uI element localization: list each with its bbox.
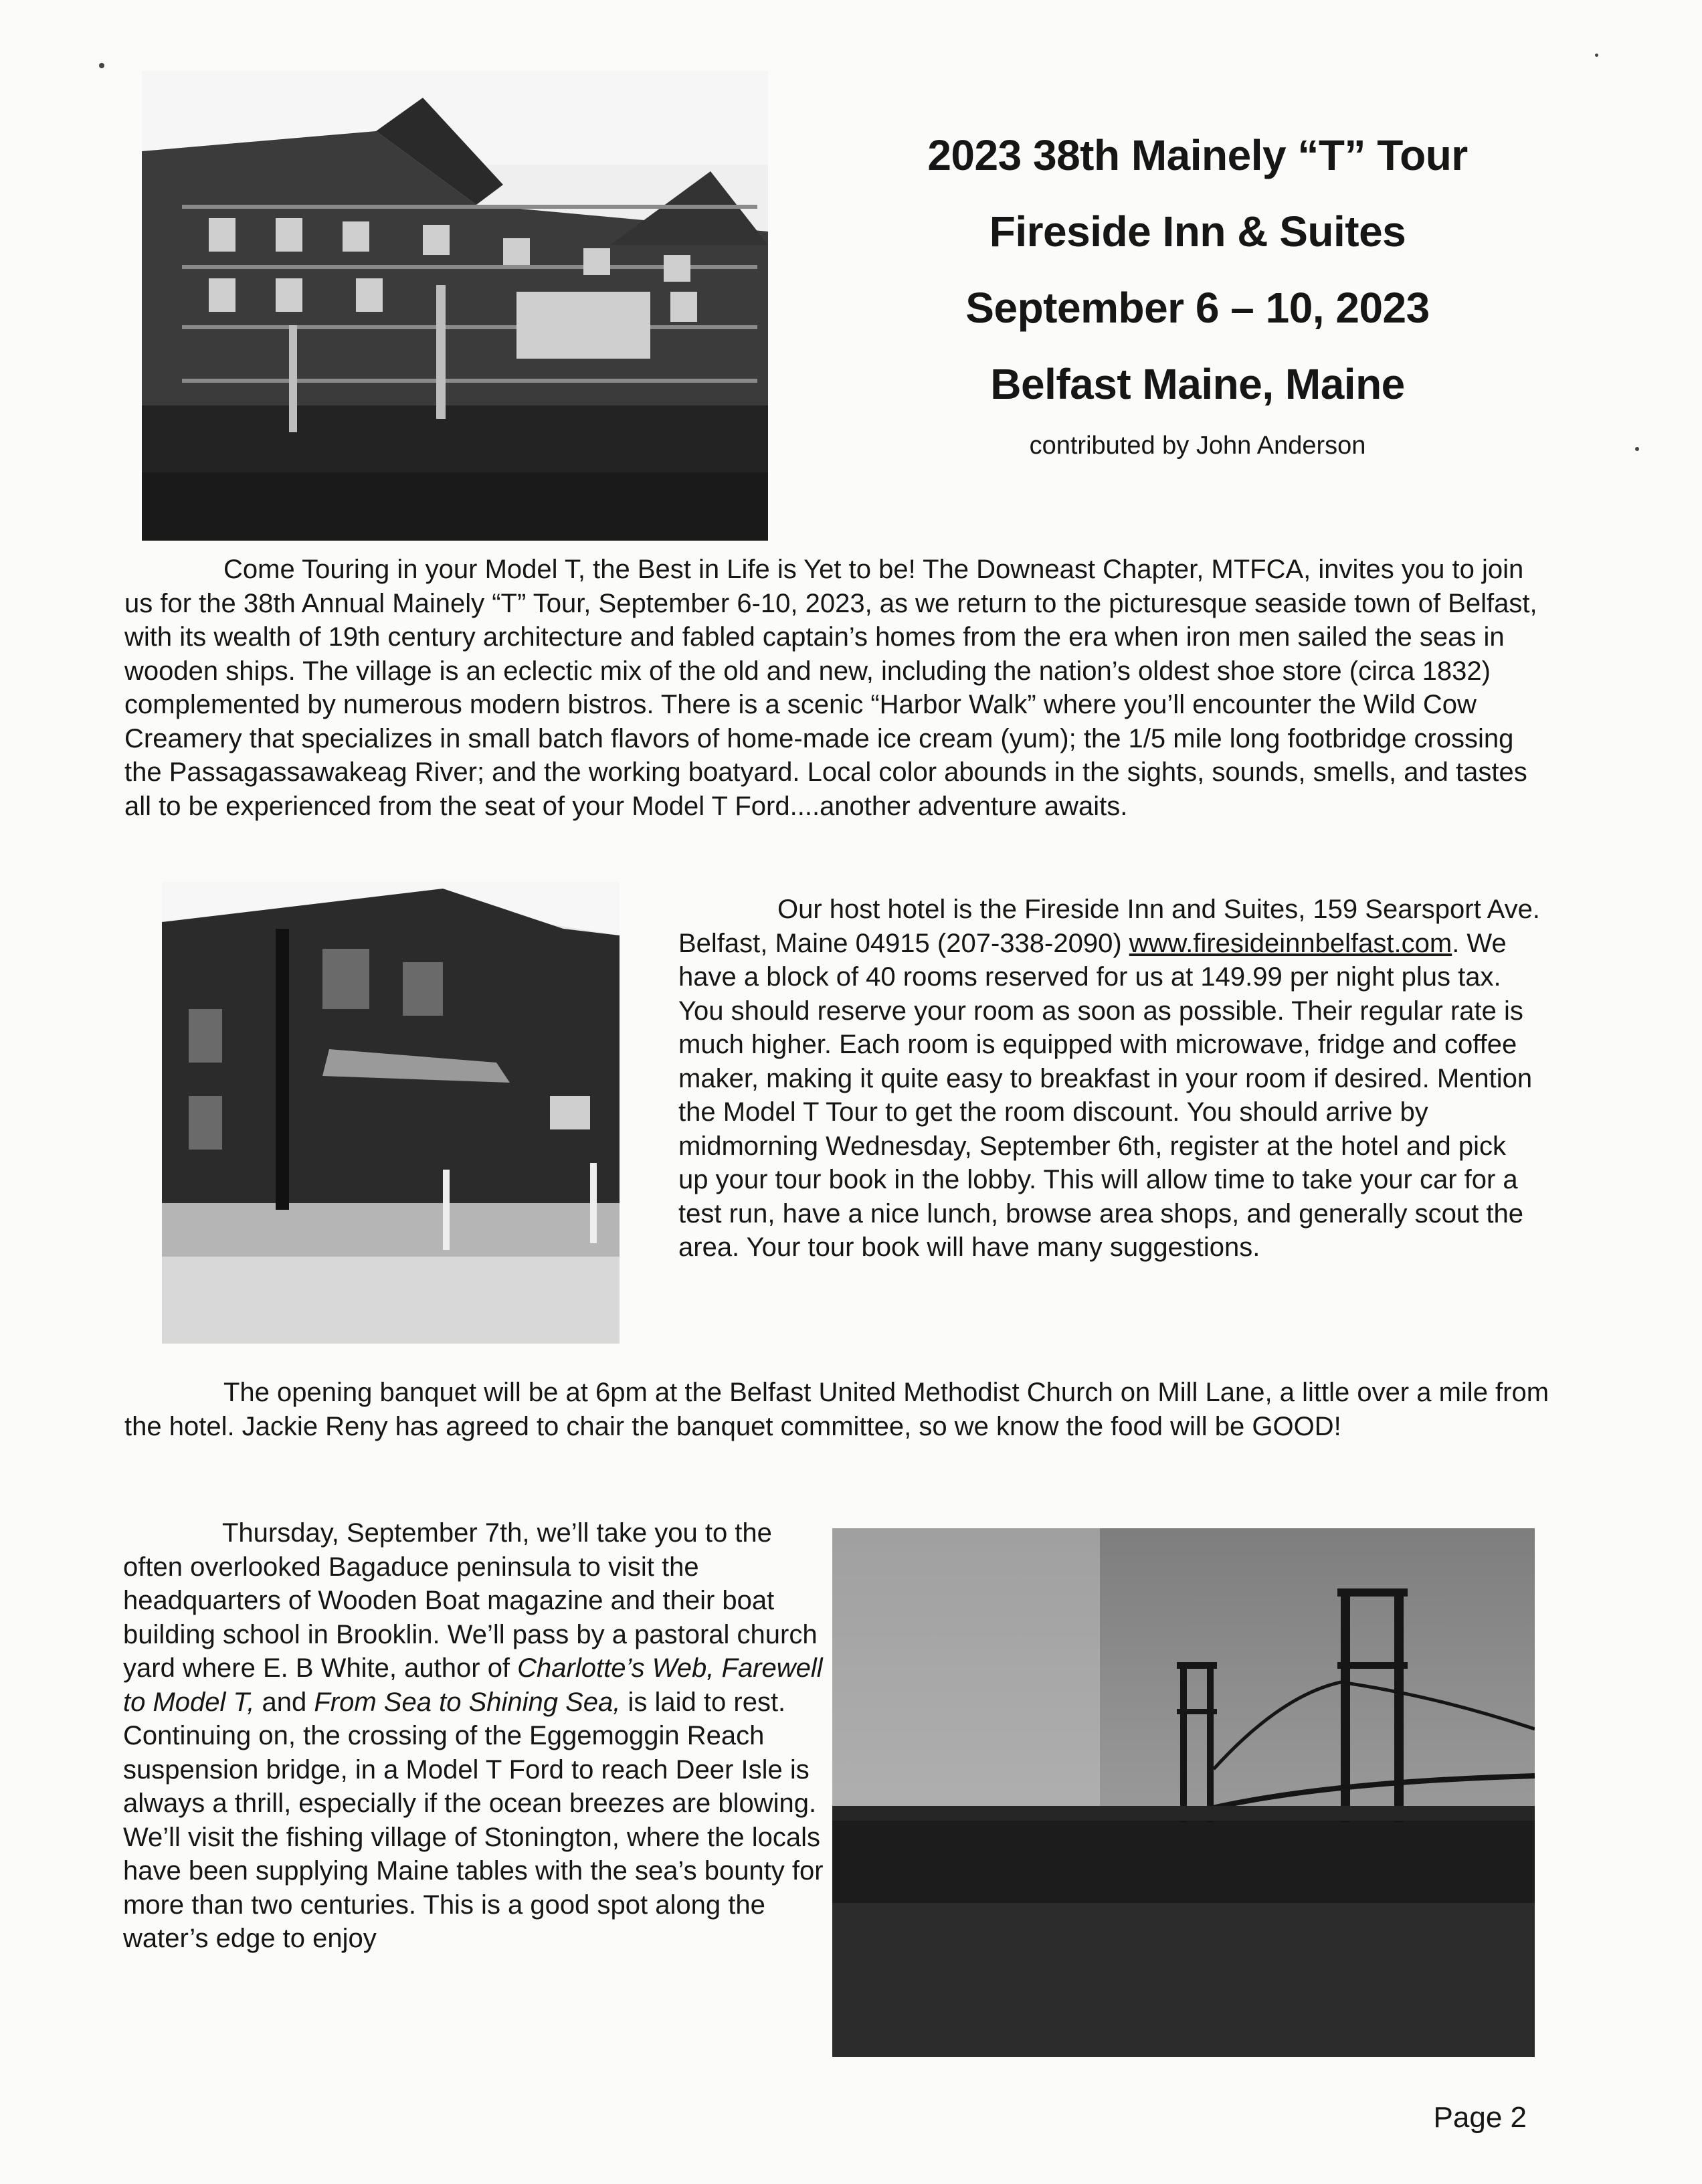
title-block	[863, 117, 1532, 460]
scan-speck	[1635, 447, 1639, 451]
hotel-paragraph	[678, 893, 1541, 1265]
intro-paragraph-block	[124, 553, 1549, 823]
event-title: 2023 38th Mainely “T” Tour	[927, 131, 1468, 179]
intro-paragraph: Come Touring in your Model T, the Best in Life is Yet to be! The Downeast Chapter, MTFCA, invites you to join us for the 38th Annual Mainely “T” Tour, September 6-10, 2023, as we return to the picturesque seaside town of Belfast, with its wealth of 19th century architecture and fabled captain’s homes from the era when iron men sailed the seas in wooden ships. The village is an eclectic mix of the old and new, including the nation’s oldest shoe store (circa 1832) complemented by numerous modern bistros. There is a scenic “Harbor Walk” where you’ll encounter the Wild Cow Creamery that specializes in small batch flavors of home-made ice cream (yum); the 1/5 mile long footbridge crossing the Passagassawakeag River; and the working boatyard. Local color abounds in the sights, sounds, smells, and tastes all to be experienced from the seat of your Model T Ford....another adventure awaits.	[124, 555, 1537, 821]
photo-suspension-bridge	[832, 1528, 1535, 2057]
thursday-text-c: is laid to rest. Continuing on, the crossing of the Eggemoggin Reach suspension bridge, in a Model T Ford to reach Deer Isle is always a thrill, especially if the ocean breezes are blowing. We’ll visit the fishing village of Stonington, where the locals have been supplying Maine tables with the sea’s bounty for more than two centuries. This is a good spot along the water’s edge to enjoy	[123, 1687, 824, 1953]
scan-speck	[99, 63, 104, 68]
author-credit: contributed by John Anderson	[1029, 432, 1366, 460]
book-titles-1: Charlotte’s Web, Farewell to Model T,	[123, 1653, 823, 1717]
banquet-paragraph: The opening banquet will be at 6pm at the Belfast United Methodist Church on Mill Lane, a little over a mile from the hotel. Jackie Reny has agreed to chair the banquet committee, so we know the food will be GOOD!	[124, 1378, 1549, 1441]
thursday-text-b: and	[254, 1687, 314, 1717]
thursday-text-a: Thursday, September 7th, we’ll take you to the often overlooked Bagaduce peninsula to visit the headquarters of Wooden Boat magazine and their boat building school in Brooklin. We’ll pass by a pastoral church yard where E. B White, author of	[123, 1518, 818, 1683]
hotel-text-part2: . We have a block of 40 rooms reserved for us at 149.99 per night plus tax. You should reserve your room as soon as possible. Their regular rate is much higher. Each room is equipped with microwave, fridge and coffee maker, making it quite easy to breakfast in your room if desired. Mention the Model T Tour to get the room discount. You should arrive by midmorning Wednesday, September 6th, register at the hotel and pick up your tour book in the lobby. This will allow time to take your car for a test run, have a nice lunch, browse area shops, and generally scout the area. Your tour book will have many suggestions.	[678, 928, 1533, 1262]
photo-hotel-side	[162, 882, 620, 1344]
scan-speck	[1595, 54, 1598, 57]
thursday-paragraph-block	[123, 1516, 826, 1956]
hotel-paragraph-block	[678, 893, 1541, 1265]
photo-fireside-inn-building	[142, 71, 768, 541]
event-location: Belfast Maine, Maine	[990, 360, 1405, 408]
page-number: Page 2	[1433, 2101, 1527, 2134]
hotel-website-link[interactable]: www.firesideinnbelfast.com	[1129, 928, 1452, 958]
event-dates: September 6 – 10, 2023	[965, 284, 1430, 332]
hotel-name-heading: Fireside Inn & Suites	[989, 207, 1406, 256]
banquet-paragraph-block	[124, 1376, 1549, 1443]
thursday-paragraph	[123, 1516, 826, 1956]
hotel-text-part1: Our host hotel is the Fireside Inn and Suites, 159 Searsport Ave. Belfast, Maine 04915 (207-338-2090)	[678, 895, 1540, 958]
book-title-2: From Sea to Shining Sea,	[314, 1687, 621, 1717]
